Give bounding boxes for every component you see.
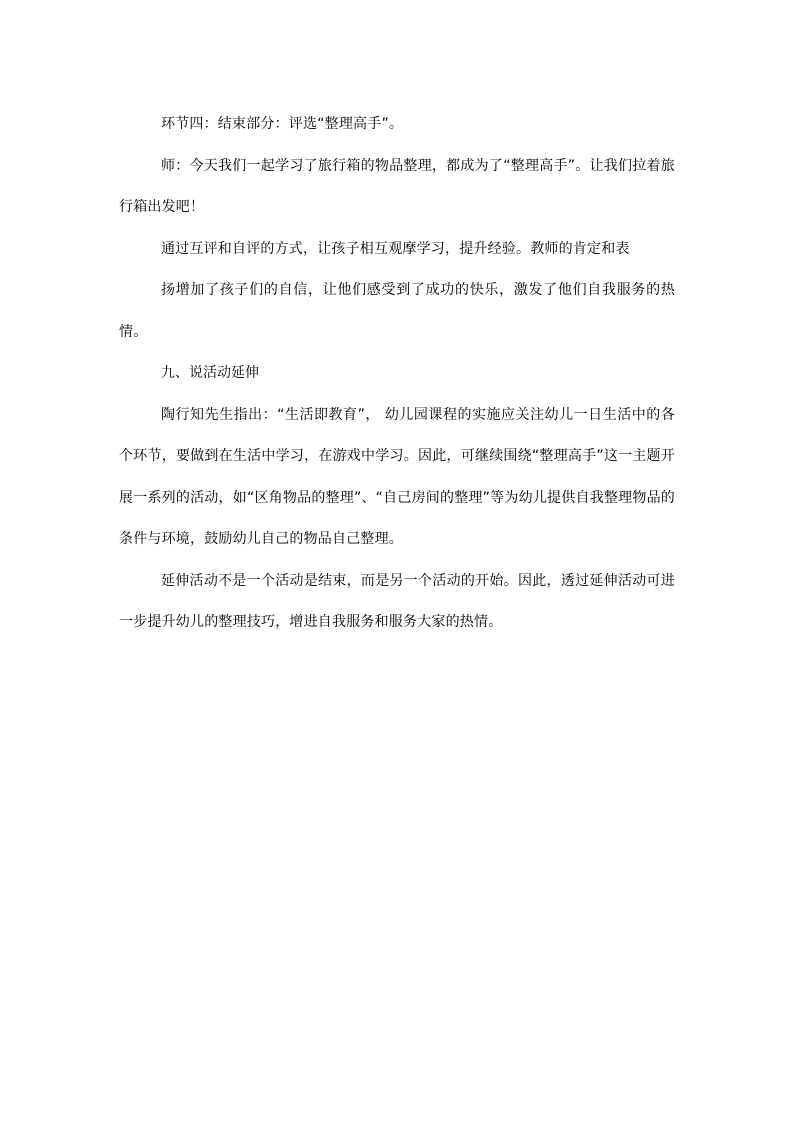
document-body: [119, 104, 675, 644]
section-heading-extension: 九、说活动延伸: [161, 365, 259, 381]
paragraph-teacher-remark: 师：今天我们一起学习了旅行箱的物品整理，都成为了“整理高手”。让我们拉着旅行箱出发吧！: [119, 157, 675, 215]
paragraph-praise-effect: 扬增加了孩子们的自信，让他们感受到了成功的快乐，激发了他们自我服务的热情。: [119, 282, 675, 340]
paragraph-extension-conclusion: 延伸活动不是一个活动是结束，而是另一个活动的开始。因此，透过延伸活动可进一步提升幼儿的整理技巧，增进自我服务和服务大家的热情。: [119, 572, 675, 630]
paragraph-evaluation-method: 通过互评和自评的方式，让孩子相互观摩学习，提升经验。教师的肯定和表: [161, 240, 630, 257]
paragraph-tao-xingzhi-quote: 陶行知先生指出：“生活即教育”， 幼儿园课程的实施应关注幼儿一日生活中的各个环节，要做到在生活中学习，在游戏中学习。因此，可继续围绕“整理高手”这一主题开展一系列的活动，如“区角物品的整理”、“自己房间的整理”等为幼儿提供自我整理物品的条件与环境，鼓励幼儿自己的物品自己整理。: [119, 406, 675, 547]
paragraph-step-four: 环节四：结束部分：评选“整理高手”。: [161, 116, 404, 132]
